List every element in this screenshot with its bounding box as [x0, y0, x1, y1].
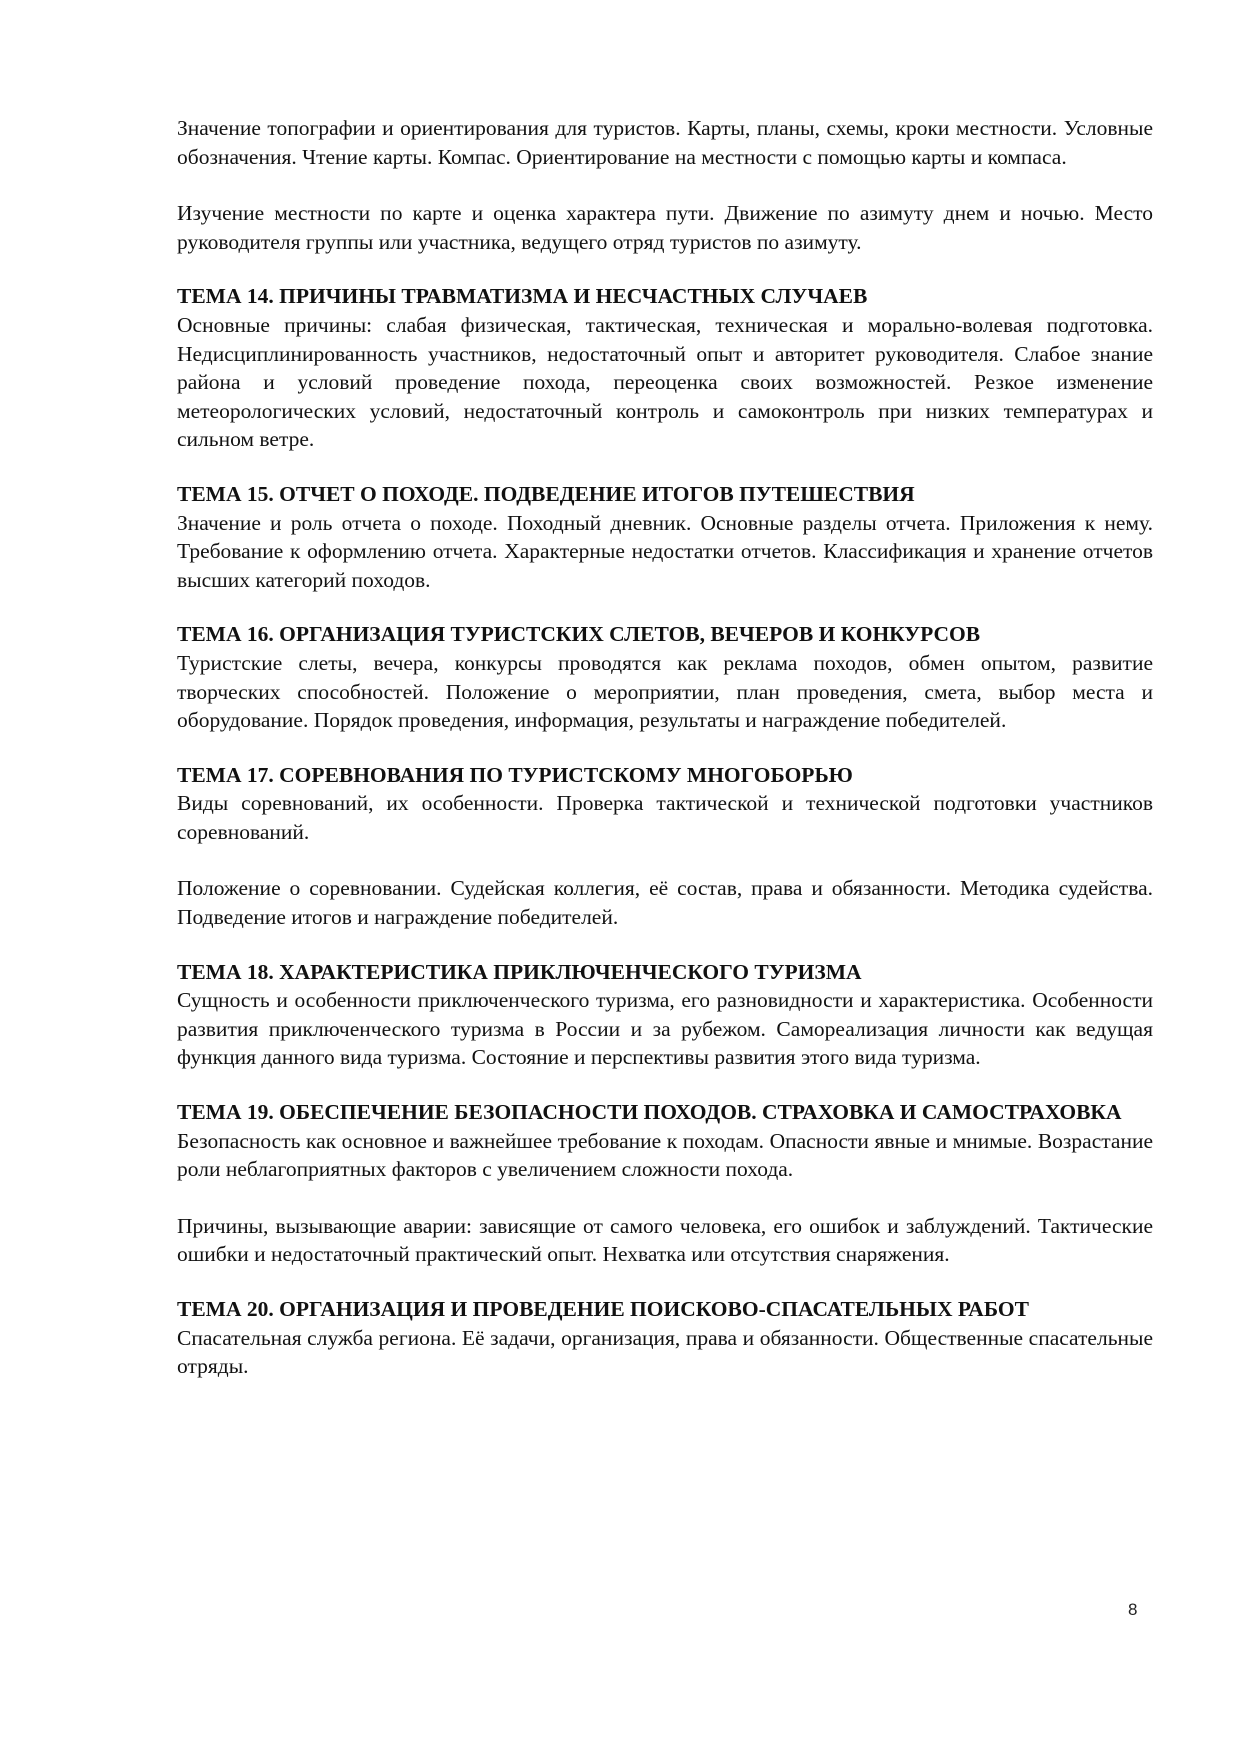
section-heading: ТЕМА 15. ОТЧЕТ О ПОХОДЕ. ПОДВЕДЕНИЕ ИТОГОВ ПУТЕШЕСТВИЯ — [177, 481, 915, 506]
section-paragraph: Спасательная служба региона. Её задачи, организация, права и обязанности. Общественные спасательные отряды. — [177, 1325, 1153, 1379]
section-paragraph: Виды соревнований, их особенности. Проверка тактической и технической подготовки участников соревнований. — [177, 791, 1153, 844]
section-heading: ТЕМА 14. ПРИЧИНЫ ТРАВМАТИЗМА И НЕСЧАСТНЫХ СЛУЧАЕВ — [177, 284, 868, 309]
section-topic-16 — [177, 620, 1153, 734]
section-heading: ТЕМА 19. ОБЕСПЕЧЕНИЕ БЕЗОПАСНОСТИ ПОХОДОВ. СТРАХОВКА И САМОСТРАХОВКА — [177, 1100, 1122, 1125]
section-heading: ТЕМА 18. ХАРАКТЕРИСТИКА ПРИКЛЮЧЕНЧЕСКОГО ТУРИЗМА — [177, 959, 862, 984]
section-paragraph: Основные причины: слабая физическая, тактическая, техническая и морально-волевая подготовка. Недисциплинированность участников, недостаточный опыт и авторитет руководителя. Слабое знание района и условий проведение похода, переоценка своих возможностей. Резкое изменение метеорологических условий, недостаточный контроль и самоконтроль при низких температурах и сильном ветре. — [177, 312, 1153, 452]
section-heading: ТЕМА 16. ОРГАНИЗАЦИЯ ТУРИСТСКИХ СЛЕТОВ, ВЕЧЕРОВ И КОНКУРСОВ — [177, 622, 981, 647]
section-topic-14 — [177, 282, 1153, 454]
section-heading: ТЕМА 17. СОРЕВНОВАНИЯ ПО ТУРИСТСКОМУ МНОГОБОРЬЮ — [177, 762, 853, 787]
section-paragraph: Причины, вызывающие аварии: зависящие от самого человека, его ошибок и заблуждений. Тактические ошибки и недостаточный практический опыт. Нехватка или отсутствия снаряжения. — [177, 1213, 1153, 1267]
section-paragraph: Сущность и особенности приключенческого туризма, его разновидности и характеристика. Особенности развития приключенческого туризма в России и за рубежом. Самореализация личности как ведущая функция данного вида туризма. Состояние и перспективы развития этого вида туризма. — [177, 988, 1153, 1070]
section-topic-20 — [177, 1295, 1153, 1381]
document-page — [177, 114, 1153, 1381]
intro-paragraph: Изучение местности по карте и оценка характера пути. Движение по азимуту днем и ночью. Место руководителя группы или участника, ведущего отряд туристов по азимуту. — [177, 201, 1153, 254]
section-topic-17 — [177, 761, 1153, 932]
intro-paragraph: Значение топографии и ориентирования для туристов. Карты, планы, схемы, кроки местности. Условные обозначения. Чтение карты. Компас. Ориентирование на местности с помощью карты и компаса. — [177, 116, 1153, 169]
intro-block — [177, 114, 1153, 256]
section-topic-18 — [177, 958, 1153, 1072]
section-paragraph: Туристские слеты, вечера, конкурсы проводятся как реклама походов, обмен опытом, развитие творческих способностей. Положение о мероприятии, план проведения, смета, выбор места и оборудование. Порядок проведения, информация, результаты и награждение победителей. — [177, 650, 1153, 733]
section-paragraph: Безопасность как основное и важнейшее требование к походам. Опасности явные и мнимые. Возрастание роли неблагоприятных факторов с увеличением сложности похода. — [177, 1128, 1153, 1182]
page-number: 8 — [1128, 1600, 1138, 1619]
section-topic-15 — [177, 480, 1153, 594]
section-paragraph: Значение и роль отчета о походе. Походный дневник. Основные разделы отчета. Приложения к нему. Требование к оформлению отчета. Характерные недостатки отчетов. Классификация и хранение отчетов высших категорий походов. — [177, 510, 1153, 592]
section-paragraph: Положение о соревновании. Судейская коллегия, её состав, права и обязанности. Методика судейства. Подведение итогов и награждение победителей. — [177, 876, 1153, 930]
section-heading: ТЕМА 20. ОРГАНИЗАЦИЯ И ПРОВЕДЕНИЕ ПОИСКОВО-СПАСАТЕЛЬНЫХ РАБОТ — [177, 1297, 1029, 1321]
section-topic-19 — [177, 1098, 1153, 1269]
